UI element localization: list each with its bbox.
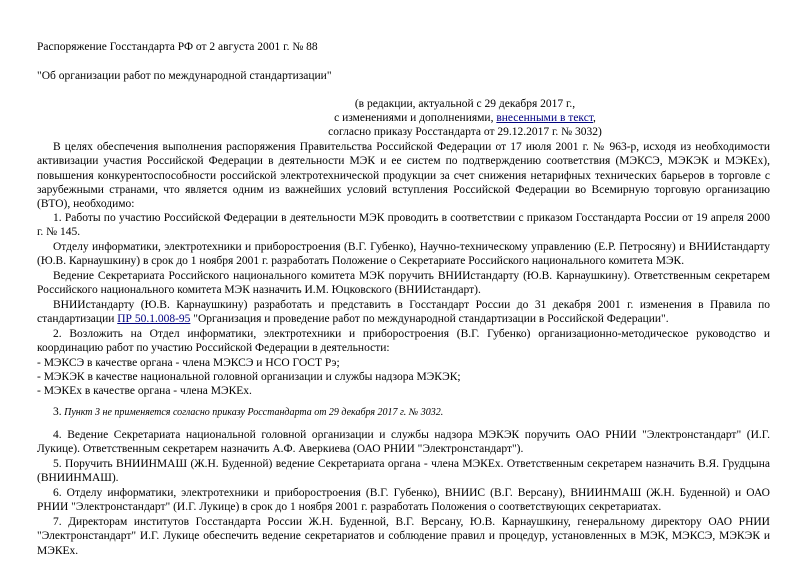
- amendments-link[interactable]: внесенными в текст: [496, 112, 593, 124]
- list-item: - МЭКЭК в качестве национальной головной организации и службы надзора МЭКЭК;: [37, 371, 461, 383]
- paragraph-5: 5. Поручить ВНИИНМАШ (Ж.Н. Буденной) ведение Секретариата органа - члена МЭКЕх. Ответственным секретарем назначить В.Я. Грудцына (ВНИИНМАШ).: [37, 458, 770, 485]
- paragraph-4: 4. Ведение Секретариата национальной головной организации и службы надзора МЭКЭК поручить ОАО РНИИ "Электронстандарт" (И.Г. Лукице). Ответственным секретарем назначить А.Ф. Аверкиева (ОАО РНИИ "Электронстандарт").: [37, 429, 770, 456]
- paragraph-7: 7. Директорам институтов Госстандарта России Ж.Н. Буденной, В.Г. Версану, Ю.В. Карнаушкину, генеральному директору ОАО РНИИ "Электронстандарт" И.Г. Лукице обеспечить ведение секретариатов и соблюдение правил и процедур, установленных в МЭК, МЭКСЭ, МЭКЭК и МЭКЕх.: [37, 516, 770, 557]
- paragraph-1c: Ведение Секретариата Российского национального комитета МЭК поручить ВНИИстандарту (Ю.В. Карнаушкину). Ответственным секретарем Российского национального комитета МЭК назначить И.М. Юцковского (ВНИИстандарт).: [37, 270, 770, 297]
- edition-line-2-comma: ,: [593, 112, 596, 124]
- intro-paragraph: В целях обеспечения выполнения распоряжения Правительства Российской Федерации от 17 июля 2001 г. № 963-р, исходя из необходимости активизации участия Российской Федерации в деятельности МЭК и ее систем по подтверждению соответствия (МЭКСЭ, МЭКЭК и МЭКЕх), повышения конкурентоспособности российской электротехнической продукции за счет снижения нетарифных технических барьеров в торговле с зарубежными странами, что является одним из важнейших условий вступления Российской Федерации во Всемирную торговую организацию (ВТО), необходимо:: [37, 141, 770, 211]
- paragraph-1: 1. Работы по участию Российской Федерации в деятельности МЭК проводить в соответствии с приказом Госстандарта России от 19 апреля 2000 г. № 145.: [37, 212, 770, 239]
- list-item: - МЭКЕх в качестве органа - члена МЭКЕх.: [37, 385, 252, 397]
- edition-line-2: [190, 111, 740, 125]
- paragraph-2: 2. Возложить на Отдел информатики, электротехники и приборостроения (В.Г. Губенко) организационно-методическое руководство и координацию работ по участию Российской Федерации в деятельности:: [37, 328, 770, 355]
- edition-line-3: согласно приказу Росстандарта от 29.12.2017 г. № 3032): [328, 126, 602, 138]
- edition-line-2-text: с изменениями и дополнениями,: [334, 112, 497, 124]
- paragraph-6: 6. Отделу информатики, электротехники и приборостроения (В.Г. Губенко), ВНИИС (В.Г. Версану), ВНИИНМАШ (Ж.Н. Буденной) и ОАО РНИИ "Электронстандарт" (И.Г. Лукице) в срок до 1 ноября 2001 г. разработать Положения о соответствующих секретариатах.: [37, 487, 770, 514]
- standard-pr-link[interactable]: ПР 50.1.008-95: [117, 313, 191, 326]
- paragraph-1d-text: ВНИИстандарту (Ю.В. Карнаушкину) разработать и представить в Госстандарт России до 31 декабря 2001 г. изменения в Правила по стандартизации: [37, 299, 770, 326]
- document-subtitle: "Об организации работ по международной стандартизации": [37, 70, 332, 82]
- paragraph-1d-tail: "Организация и проведение работ по международной стандартизации в Российской Федерации".: [190, 313, 669, 326]
- paragraph-3-note: Пункт 3 не применяется согласно приказу Росстандарта от 29 декабря 2017 г. № 3032.: [61, 407, 444, 418]
- document-title: Распоряжение Госстандарта РФ от 2 августа 2001 г. № 88: [37, 41, 318, 53]
- paragraph-3: [53, 405, 443, 420]
- edition-line-1: (в редакции, актуальной с 29 декабря 2017 г.,: [354, 98, 576, 110]
- paragraph-1b: Отделу информатики, электротехники и приборостроения (В.Г. Губенко), Научно-техническому управлению (Е.Р. Петросяну) и ВНИИстандарту (Ю.В. Карнаушкину) в срок до 1 ноября 2001 г. разработать Положение о Секретариате Российского национального комитета МЭК.: [37, 241, 770, 268]
- paragraph-3-number: 3.: [53, 406, 62, 418]
- paragraph-1d: [37, 298, 770, 327]
- list-item: - МЭКСЭ в качестве органа - члена МЭКСЭ и НСО ГОСТ Рэ;: [37, 357, 340, 369]
